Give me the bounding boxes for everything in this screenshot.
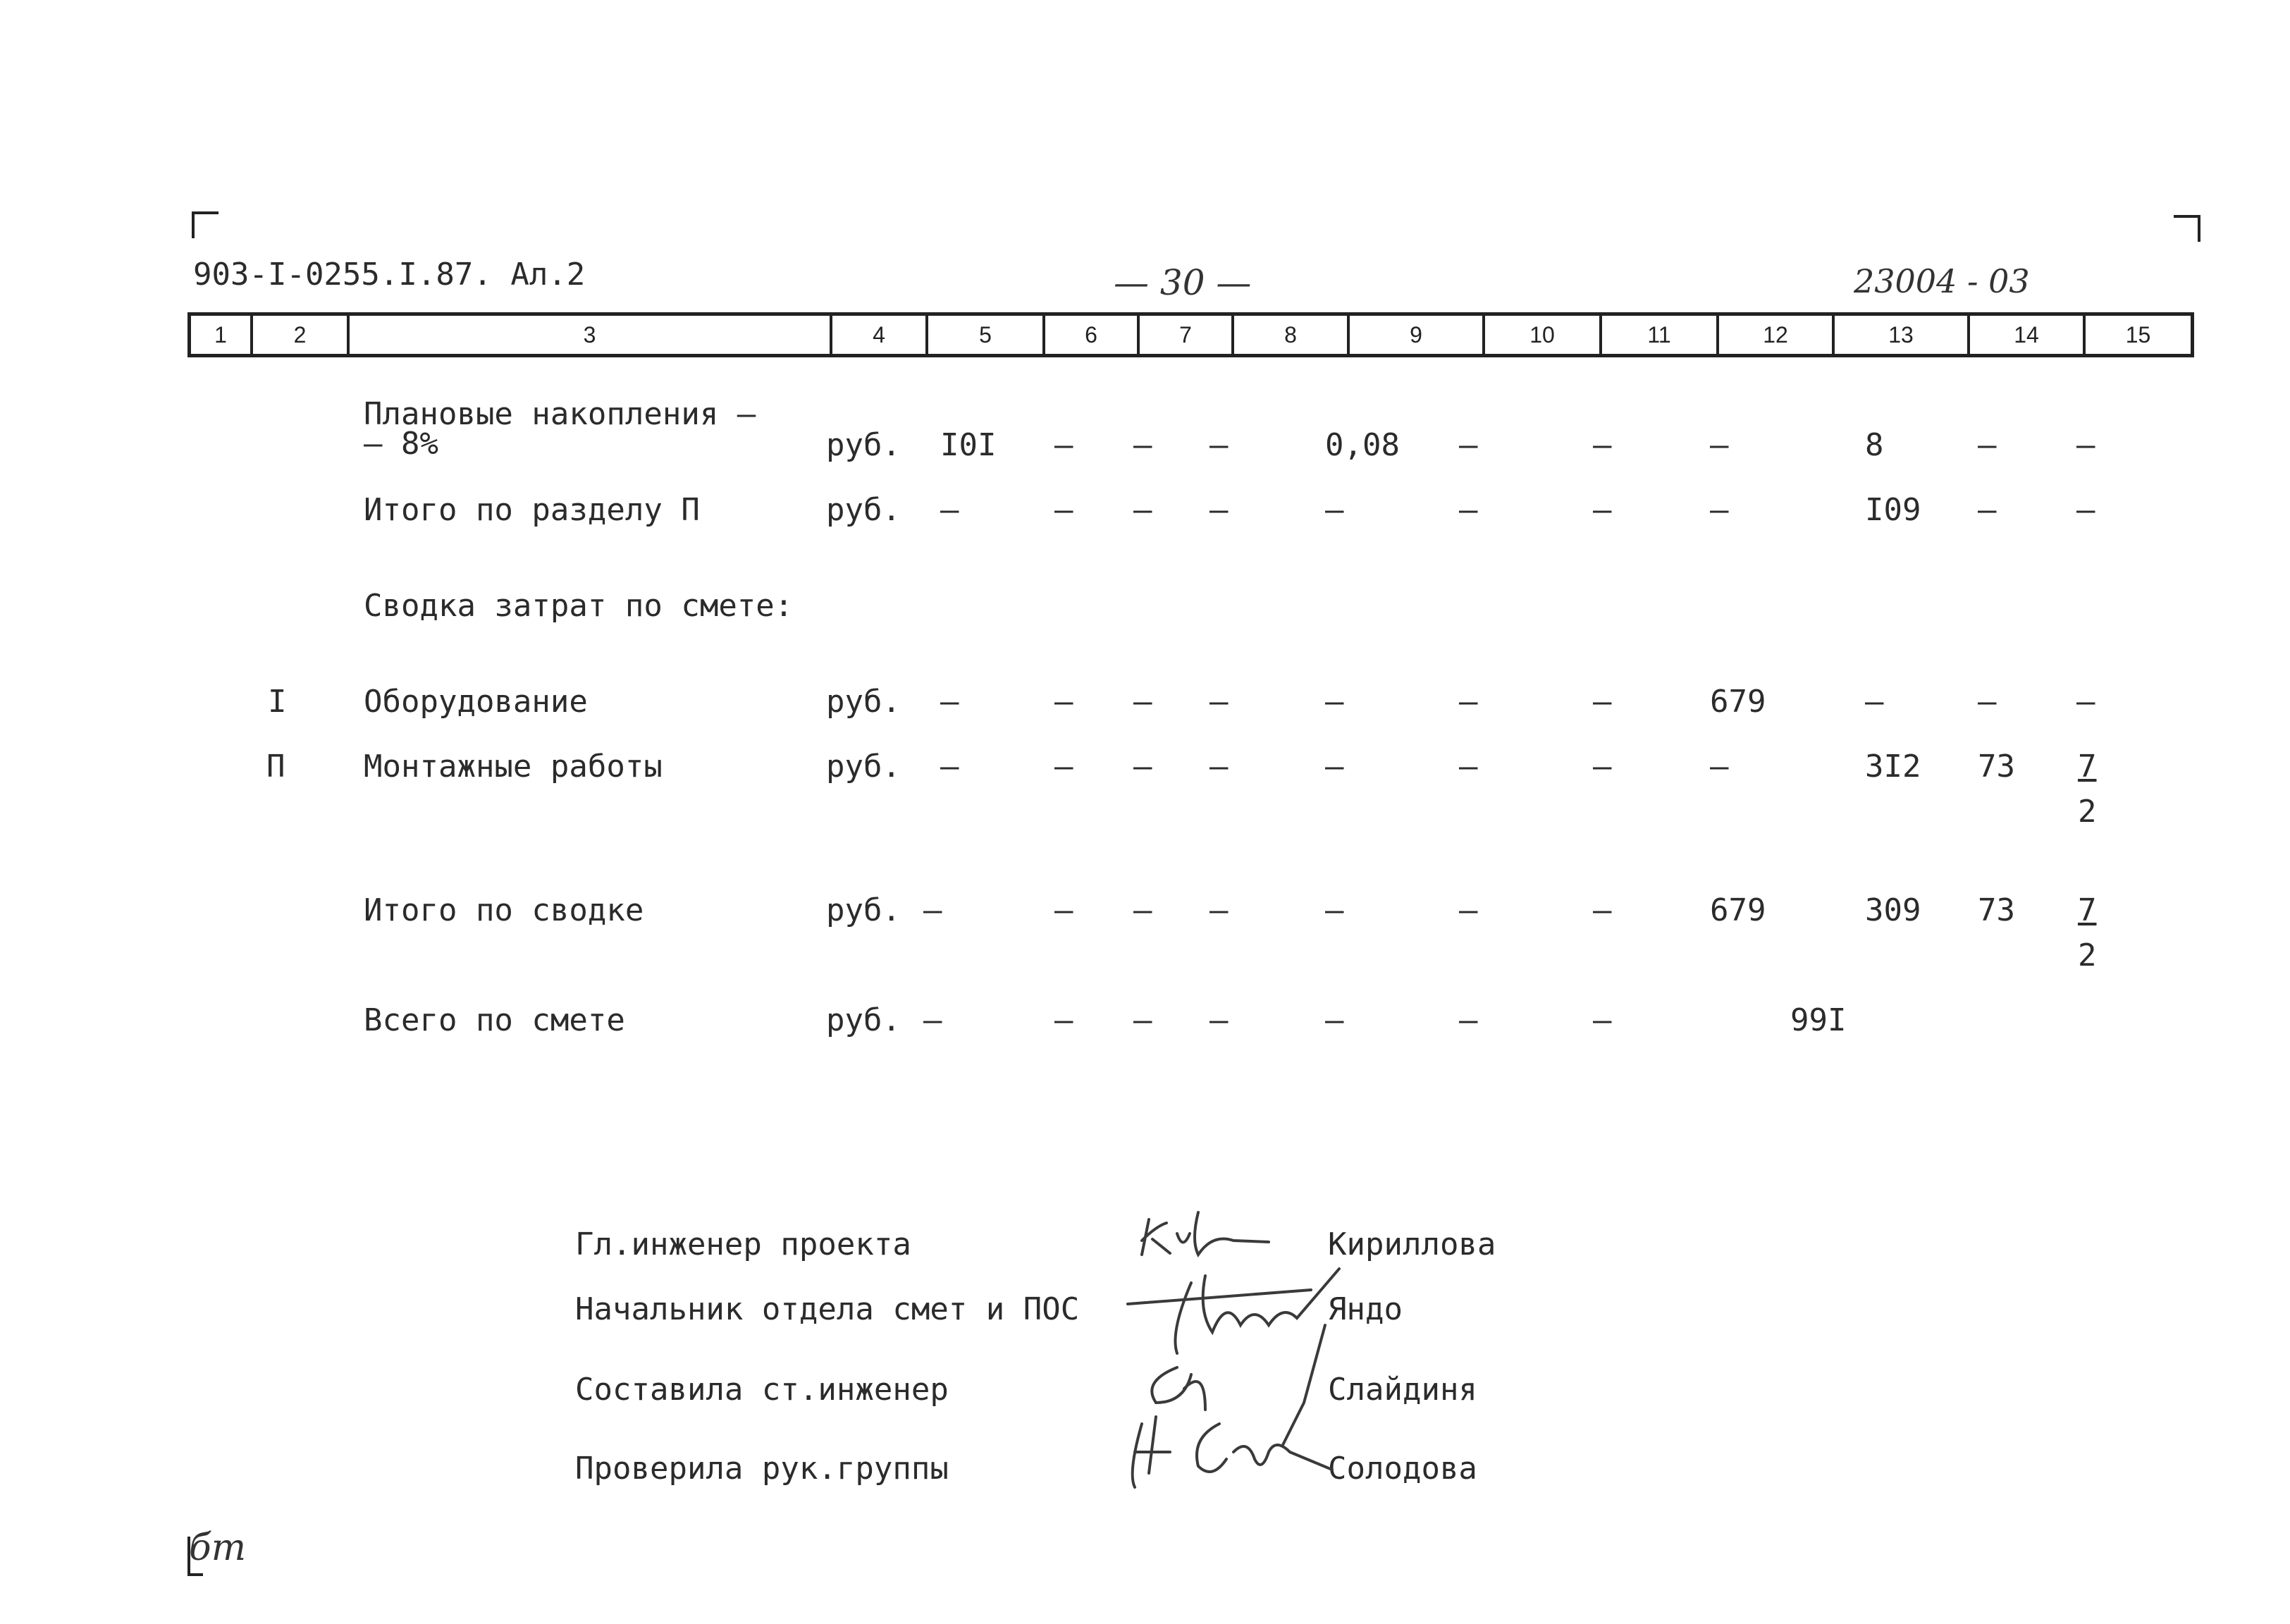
cell-col11: – — [1593, 749, 1612, 785]
column-number: 6 — [1045, 316, 1140, 354]
column-number: 13 — [1835, 316, 1970, 354]
cell-col13: 3I2 — [1865, 749, 1921, 785]
cell-col8: – — [1209, 892, 1229, 928]
cell-col11: – — [1593, 427, 1612, 463]
cell-col11: – — [1593, 1002, 1612, 1038]
signature-name: Солодова — [1328, 1451, 1477, 1487]
column-number: 4 — [832, 316, 928, 354]
cell-col14: 73 — [1978, 749, 2015, 785]
handwritten-signature — [1100, 1191, 1353, 1501]
document-code: 903-I-0255.I.87. Ал.2 — [193, 257, 586, 293]
column-number: 1 — [191, 316, 253, 354]
cell-col8: – — [1209, 492, 1229, 528]
row-unit: руб. — [826, 1002, 901, 1038]
cell-col9: – — [1325, 492, 1344, 528]
row-name: Монтажные работы — [364, 749, 663, 785]
footer-mark: бт — [189, 1527, 247, 1569]
signature-role: Проверила рук.группы — [575, 1451, 949, 1487]
column-number: 3 — [350, 316, 832, 354]
row-name: Оборудование — [364, 684, 588, 720]
signature-name: Яндо — [1328, 1291, 1403, 1327]
cell-col6: – — [1054, 1002, 1073, 1038]
column-number: 5 — [928, 316, 1045, 354]
cell-col6: – — [1054, 492, 1073, 528]
cell-col12: 679 — [1710, 892, 1766, 928]
cell-col12: – — [1710, 427, 1729, 463]
cell-col15-second-line: 2 — [2078, 794, 2097, 830]
cell-col10: – — [1459, 427, 1478, 463]
cell-col8: – — [1209, 749, 1229, 785]
cell-col15: 7 — [2078, 749, 2097, 785]
cell-col5: I0I — [940, 427, 997, 463]
signature-role: Составила ст.инженер — [575, 1372, 949, 1408]
cell-col15: – — [2076, 427, 2095, 463]
cell-col5: – — [940, 749, 959, 785]
row-number: П — [266, 749, 285, 785]
column-number: 12 — [1719, 316, 1835, 354]
cell-col7: – — [1133, 892, 1152, 928]
cell-col7: – — [1133, 427, 1152, 463]
cell-col14: – — [1978, 492, 1997, 528]
grand-total: 99I — [1790, 1002, 1847, 1038]
cell-col13: – — [1865, 684, 1884, 720]
cell-col15-second-line: 2 — [2078, 937, 2097, 973]
cell-col9: – — [1325, 892, 1344, 928]
cell-col12: – — [1710, 492, 1729, 528]
cell-col14: – — [1978, 684, 1997, 720]
inventory-number: 23004 - 03 — [1854, 262, 2030, 300]
signature-role: Гл.инженер проекта — [575, 1226, 911, 1262]
cell-col9: – — [1325, 684, 1344, 720]
row-unit: руб. — [826, 749, 901, 785]
column-number: 9 — [1350, 316, 1485, 354]
cell-col7: – — [1133, 684, 1152, 720]
cell-col6: – — [1054, 684, 1073, 720]
corner-mark-top-right — [2174, 215, 2200, 242]
signature-name: Слайдиня — [1328, 1372, 1477, 1408]
column-number: 7 — [1140, 316, 1234, 354]
cell-col6: – — [1054, 892, 1073, 928]
row-unit: руб. — [826, 427, 901, 463]
footer-bracket — [187, 1537, 203, 1576]
cell-col5: – — [923, 1002, 942, 1038]
row-unit: руб. — [826, 492, 901, 528]
cell-col8: – — [1209, 1002, 1229, 1038]
cell-col12: 679 — [1710, 684, 1766, 720]
row-name: Всего по смете — [364, 1002, 625, 1038]
page-number: — 30 — — [1114, 262, 1252, 303]
row-unit: руб. — [826, 892, 901, 928]
cell-col11: – — [1593, 684, 1612, 720]
section-heading: Сводка затрат по смете: — [364, 588, 794, 624]
row-name: Плановые накопления – — [364, 396, 756, 432]
cell-col10: – — [1459, 1002, 1478, 1038]
cell-col10: – — [1459, 749, 1478, 785]
cell-col7: – — [1133, 1002, 1152, 1038]
cell-col14: 73 — [1978, 892, 2015, 928]
cell-col10: – — [1459, 492, 1478, 528]
column-header-row — [187, 312, 2194, 357]
column-number: 8 — [1234, 316, 1350, 354]
cell-col7: – — [1133, 492, 1152, 528]
row-name-continued: – 8% — [364, 426, 438, 462]
row-name: Итого по сводке — [364, 892, 644, 928]
cell-col5: – — [940, 492, 959, 528]
cell-col13: 8 — [1865, 427, 1884, 463]
cell-col11: – — [1593, 892, 1612, 928]
cell-col12: – — [1710, 749, 1729, 785]
cell-col10: – — [1459, 892, 1478, 928]
cell-col10: – — [1459, 684, 1478, 720]
row-number: I — [268, 684, 287, 720]
cell-col7: – — [1133, 749, 1152, 785]
cell-col15: – — [2076, 492, 2095, 528]
cell-col9: 0,08 — [1325, 427, 1400, 463]
signature-name: Кириллова — [1328, 1226, 1496, 1262]
cell-col5: – — [940, 684, 959, 720]
corner-mark-top-left — [192, 211, 218, 238]
cell-col9: – — [1325, 749, 1344, 785]
column-number: 11 — [1602, 316, 1719, 354]
cell-col9: – — [1325, 1002, 1344, 1038]
column-number: 14 — [1970, 316, 2086, 354]
column-number: 2 — [253, 316, 350, 354]
column-number: 15 — [2125, 321, 2151, 347]
cell-col15: 7 — [2078, 892, 2097, 928]
row-unit: руб. — [826, 684, 901, 720]
cell-col15: – — [2076, 684, 2095, 720]
cell-col14: – — [1978, 427, 1997, 463]
cell-col8: – — [1209, 427, 1229, 463]
column-number: 10 — [1485, 316, 1602, 354]
cell-col6: – — [1054, 427, 1073, 463]
row-name: Итого по разделу П — [364, 492, 700, 528]
cell-col5: – — [923, 892, 942, 928]
cell-col8: – — [1209, 684, 1229, 720]
cell-col13: I09 — [1865, 492, 1921, 528]
cell-col11: – — [1593, 492, 1612, 528]
signature-role: Начальник отдела смет и ПОС — [575, 1291, 1080, 1327]
cell-col13: 309 — [1865, 892, 1921, 928]
cell-col6: – — [1054, 749, 1073, 785]
